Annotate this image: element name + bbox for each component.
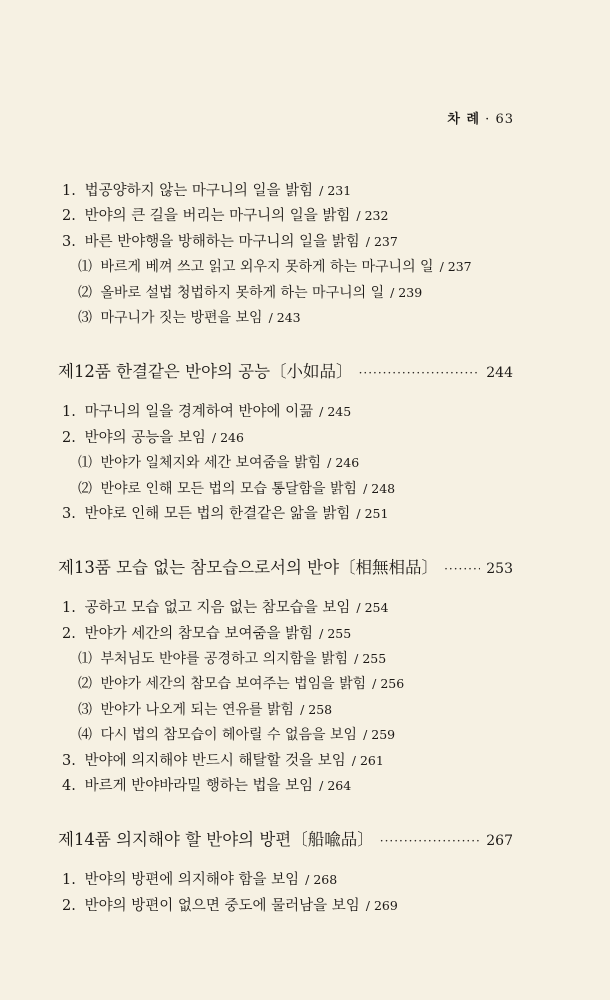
entry-number: ⑴ [78,455,92,472]
entry-page: 245 [327,404,352,420]
page-separator: / [351,752,360,768]
entry-title: 반야가 나오게 되는 연유를 밝힘 [100,701,295,718]
table-of-contents [58,178,513,918]
entry-page: 254 [364,600,389,616]
entry-page: 259 [371,727,396,743]
entry-number: ⑵ [78,676,92,693]
entry-title: 반야의 방편에 의지해야 함을 보임 [84,872,300,889]
entry-number: ⑴ [78,259,92,276]
entry-title: 반야가 세간의 참모습 보여주는 법임을 밝힘 [100,676,367,693]
toc-entry [58,229,513,254]
entry-number: ⑵ [78,480,92,497]
entry-page: 246 [220,429,244,445]
page-separator: / [365,233,374,249]
page-separator: / [305,872,314,888]
page-number: 63 [495,112,514,127]
entry-number: 1. [62,404,76,421]
spacer [58,330,513,357]
toc-subentry [58,280,513,305]
entry-page: 256 [380,676,405,692]
entry-number: 2. [62,208,76,225]
entry-page: 255 [362,651,387,667]
entry-number: 2. [62,429,76,446]
entry-page: 269 [373,897,398,913]
toc-entry [58,867,513,892]
entry-title: 반야의 방편이 없으면 중도에 물러남을 보임 [84,897,360,914]
entry-number: ⑵ [78,284,92,301]
page-separator: / [300,701,309,717]
page-separator: / [319,625,328,641]
entry-number: 1. [62,600,76,617]
page-separator: / [319,778,328,794]
entry-title: 반야가 일체지와 세간 보여줌을 밝힘 [100,455,322,472]
running-head [447,108,514,127]
chapter-heading [58,825,513,855]
spacer [58,387,513,399]
entry-page: 268 [313,872,338,888]
page-separator: / [365,897,374,913]
entry-title: 바르게 반야바라밀 행하는 법을 보임 [84,778,314,795]
entry-page: 239 [398,284,423,300]
chapter-title: 제12품 한결같은 반야의 공능〔小如品〕 [58,362,353,382]
spacer [58,583,513,595]
toc-subentry [58,476,513,501]
toc-entry [58,501,513,526]
entry-title: 다시 법의 참모습이 헤아릴 수 없음을 보임 [100,727,358,744]
toc-entry [58,178,513,203]
page-separator: / [319,404,328,420]
entry-page: 255 [327,625,352,641]
page-separator: / [354,651,363,667]
toc-entry [58,203,513,228]
entry-number: 1. [62,872,76,889]
entry-title: 올바로 설법 청법하지 못하게 하는 마구니의 일 [100,284,385,301]
chapter-heading [58,553,513,583]
page-separator: / [268,309,277,325]
page-separator: / [356,600,365,616]
entry-title: 바르게 베껴 쓰고 읽고 외우지 못하게 하는 마구니의 일 [100,259,434,276]
page-separator: / [363,727,372,743]
running-head-separator: · [485,112,491,127]
toc-entry [58,621,513,646]
entry-page: 251 [364,505,389,521]
entry-page: 231 [327,183,352,198]
entry-page: 237 [373,233,398,249]
toc-subentry [58,646,513,671]
entry-page: 258 [308,701,333,717]
entry-page: 246 [335,455,360,471]
spacer [58,526,513,553]
toc-subentry [58,450,513,475]
page-separator: / [372,676,381,692]
entry-title: 바른 반야행을 방해하는 마구니의 일을 밝힘 [84,233,360,250]
toc-entry [58,399,513,424]
toc-subentry [58,722,513,747]
toc-subentry [58,697,513,722]
chapter-page: 244 [486,365,513,382]
entry-title: 부처님도 반야를 공경하고 의지함을 밝힘 [100,651,349,668]
entry-number: 4. [62,778,76,795]
entry-number: 1. [62,183,76,199]
toc-entry [58,425,513,450]
entry-number: ⑷ [78,727,92,744]
entry-page: 243 [276,309,301,325]
entry-page: 264 [327,778,352,794]
toc-subentry [58,671,513,696]
entry-number: ⑴ [78,651,92,668]
leader-dots [359,358,481,388]
page-separator: / [327,455,336,471]
entry-page: 232 [364,208,389,224]
entry-number: 3. [62,505,76,522]
entry-title: 반야로 인해 모든 법의 모습 통달함을 밝힘 [100,480,358,497]
page-separator: / [439,259,448,275]
page-separator: / [356,208,365,224]
entry-title: 마구니의 일을 경계하여 반야에 이끎 [84,404,314,421]
entry-title: 법공양하지 않는 마구니의 일을 밝힘 [84,183,314,199]
entry-title: 반야의 큰 길을 버리는 마구니의 일을 밝힘 [84,208,351,225]
page-separator: / [390,284,399,300]
toc-entry [58,893,513,918]
entry-number: ⑶ [78,309,92,326]
chapter-heading [58,357,513,387]
entry-number: 3. [62,752,76,769]
page-separator: / [211,429,221,445]
leader-dots [380,826,481,856]
page-separator: / [363,480,372,496]
toc-subentry [58,254,513,279]
chapter-page: 267 [486,833,513,850]
entry-number: ⑶ [78,701,92,718]
page-separator: / [356,505,365,521]
toc-entry [58,595,513,620]
toc-subentry [58,305,513,330]
entry-page: 261 [359,752,384,768]
chapter-title: 제14품 의지해야 할 반야의 방편〔船喩品〕 [58,830,374,850]
page-separator: / [319,183,328,198]
entry-title: 마구니가 짓는 방편을 보임 [100,309,263,326]
leader-dots [444,554,480,584]
entry-number: 2. [62,625,76,642]
entry-page: 237 [447,259,472,275]
spacer [58,855,513,867]
entry-title: 반야가 세간의 참모습 보여줌을 밝힘 [84,625,314,642]
spacer [58,798,513,825]
toc-entry [58,773,513,798]
entry-title: 공하고 모습 없고 지음 없는 참모습을 보임 [84,600,351,617]
chapter-page: 253 [486,561,513,578]
entry-page: 248 [371,480,396,496]
entry-number: 3. [62,233,76,250]
chapter-title: 제13품 모습 없는 참모습으로서의 반야〔相無相品〕 [58,558,439,578]
toc-entry [58,748,513,773]
running-head-title: 차 례 [447,112,481,127]
entry-number: 2. [62,897,76,914]
entry-title: 반야로 인해 모든 법의 한결같은 앎을 밝힘 [84,505,351,522]
entry-title: 반야에 의지해야 반드시 해탈할 것을 보임 [84,752,346,769]
entry-title: 반야의 공능을 보임 [84,429,206,446]
